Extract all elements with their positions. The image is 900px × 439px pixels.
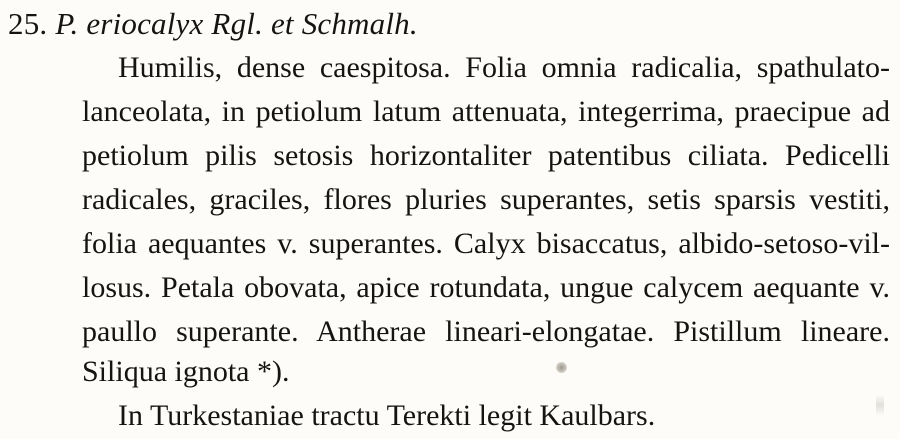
- description-line: Humilis, dense caespitosa. Folia omnia radicalia, spathulato-: [118, 51, 890, 84]
- description-line: lanceolata, in petiolum latum attenuata, integerrima, praecipue ad: [82, 95, 890, 128]
- description-line: losus. Petala obovata, apice rotundata, ungue calycem aequante v.: [82, 271, 890, 304]
- description-line: Siliqua ignota *).: [82, 355, 290, 388]
- species-name: P. eriocalyx Rgl. et Schmalh.: [55, 6, 418, 41]
- paper-mark: [876, 394, 884, 416]
- description-line: petiolum pilis setosis horizontaliter patentibus ciliata. Pedicelli: [82, 139, 890, 172]
- paper-speck: [556, 362, 567, 373]
- description-line: radicales, graciles, flores pluries superantes, setis sparsis vestiti,: [82, 183, 890, 216]
- description-line: paullo superante. Antherae lineari-elongatae. Pistillum lineare.: [82, 315, 890, 348]
- description-line: folia aequantes v. superantes. Calyx bisaccatus, albido-setoso-vil-: [82, 227, 890, 260]
- species-number: 25.: [8, 6, 48, 41]
- locality-note: In Turkestaniae tractu Terekti legit Kaulbars.: [118, 399, 656, 432]
- species-heading: [8, 4, 418, 44]
